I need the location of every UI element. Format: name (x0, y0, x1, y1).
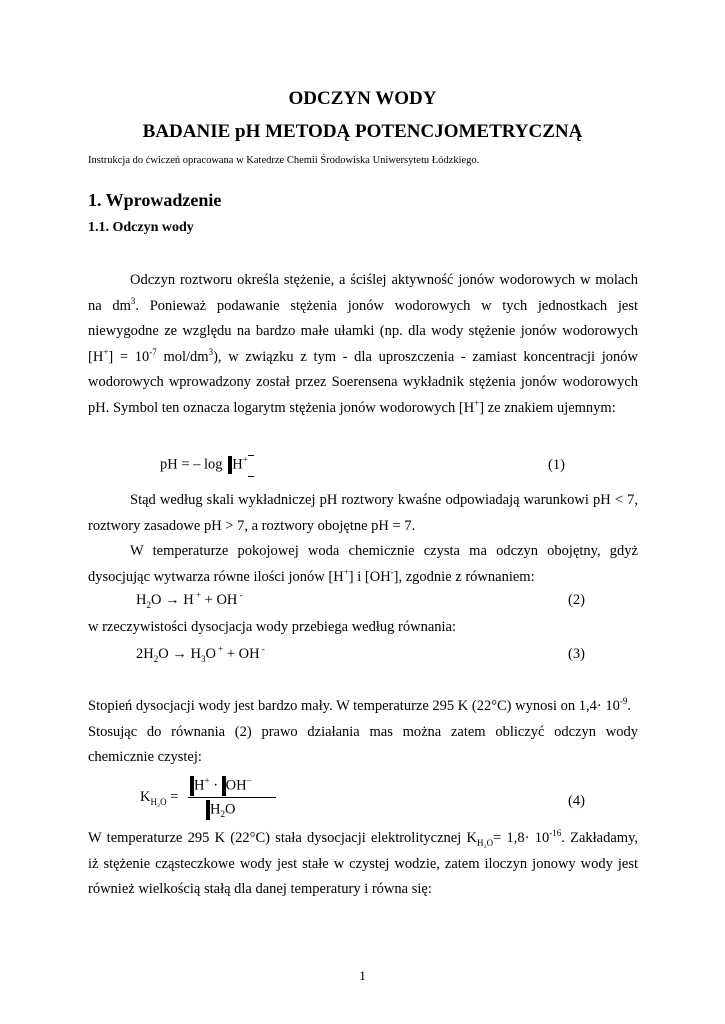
paragraph-line: W temperaturze 295 K (22°C) stała dysocjacji elektrolitycznej $K_{H_2O}= 1,8\cdot 10^{-16}$. Zakładamy, (88, 828, 638, 848)
equation-number: (3) (568, 646, 585, 662)
author-note: Instrukcja do ćwiczeń opracowana w Katedrze Chemii Środowiska Uniwersytetu Łódzkiego. (88, 155, 480, 166)
paragraph-line: na $dm^3$. Ponieważ podawanie stężenia jonów wodorowych w tych jednostkach jest (88, 295, 638, 314)
section-heading: 1. Wprowadzenie (88, 190, 222, 210)
equation-4-denominator: $H_2O$ (206, 800, 235, 820)
page-number: 1 (359, 968, 366, 983)
paragraph-line: Stąd według skali wykładniczej pH roztwory kwaśne odpowiadają warunkowi pH < 7, (130, 492, 638, 508)
paragraph-line: W temperaturze pokojowej woda chemicznie czysta ma odczyn obojętny, gdyż (130, 543, 638, 559)
paragraph-line: pH. Symbol ten oznacza logarytm stężenia jonów wodorowych [H+] ze znakiem ujemnym: (88, 397, 616, 416)
paragraph-line: chemicznie czystej: (88, 749, 202, 765)
paragraph-line: roztwory zasadowe pH > 7, a roztwory obojętne pH = 7. (88, 517, 416, 534)
paragraph-constant (88, 826, 638, 903)
equation-number: (2) (568, 592, 585, 608)
paragraph-line: $[H^+] = 10^{-7}$ mol/$dm^3$), w związku z tym - dla uproszczenia - zamiast koncentracji jonów (88, 346, 638, 365)
subsection-heading: 1.1. Odczyn wody (88, 220, 194, 235)
equation-4-lhs: $K_{H_2O}$ = (140, 789, 179, 807)
equation-2: $H_2O \to H$ + + OH - (136, 590, 243, 610)
equation-1: pH = – log H+ (160, 454, 248, 473)
equation-number: (4) (568, 793, 585, 809)
paragraph-line: niewygodne ze względu na bardzo małe ułamki (np. dla wody stężenie jonów wodorowych (88, 323, 638, 339)
paragraph-line: w rzeczywistości dysocjacja wody przebiega według równania: (88, 619, 457, 635)
paragraph-line: wodorowych wprowadzony został przez Soerensena wykładnik stężenia jonów wodorowych (88, 374, 638, 390)
bracket-mark (248, 476, 254, 477)
paragraph-dissociation (88, 615, 638, 641)
document-title: ODCZYN WODY (288, 88, 437, 109)
equation-3: $2H_2O \to H_3O$ + + OH - (136, 644, 265, 664)
paragraph-line: dysocjując wytwarza równe ilości jonów [H+] i [OH-], zgodnie z równaniem: (88, 566, 535, 585)
paragraph-line: również wielkością stałą dla danej temperatury i równa się: (88, 881, 432, 897)
paragraph-intro (88, 268, 638, 421)
paragraph-line: iż stężenie cząsteczkowe wody jest stałe w czystej wodzie, zatem iloczyn jonowy wody jest (88, 855, 638, 872)
document-subtitle: BADANIE pH METODĄ POTENCJOMETRYCZNĄ (142, 121, 583, 142)
bracket-mark (248, 455, 254, 456)
equation-number: (1) (548, 457, 565, 473)
paragraph-line: Stosując do równania (2) prawo działania mas można zatem obliczyć odczyn wody (88, 723, 638, 740)
paragraph-line: Stopień dysocjacji wody jest bardzo mały. W temperaturze 295 K (22°C) wynosi on $1,4\cdot 10^{-9}$. (88, 696, 631, 714)
paragraph-degree (88, 694, 638, 771)
paragraph-line: Odczyn roztworu określa stężenie, a ściślej aktywność jonów wodorowych w molach (130, 272, 638, 288)
fraction-bar (188, 797, 276, 798)
paragraph-ph-scale (88, 488, 638, 590)
equation-4-numerator: H+ · OH− (190, 776, 252, 796)
